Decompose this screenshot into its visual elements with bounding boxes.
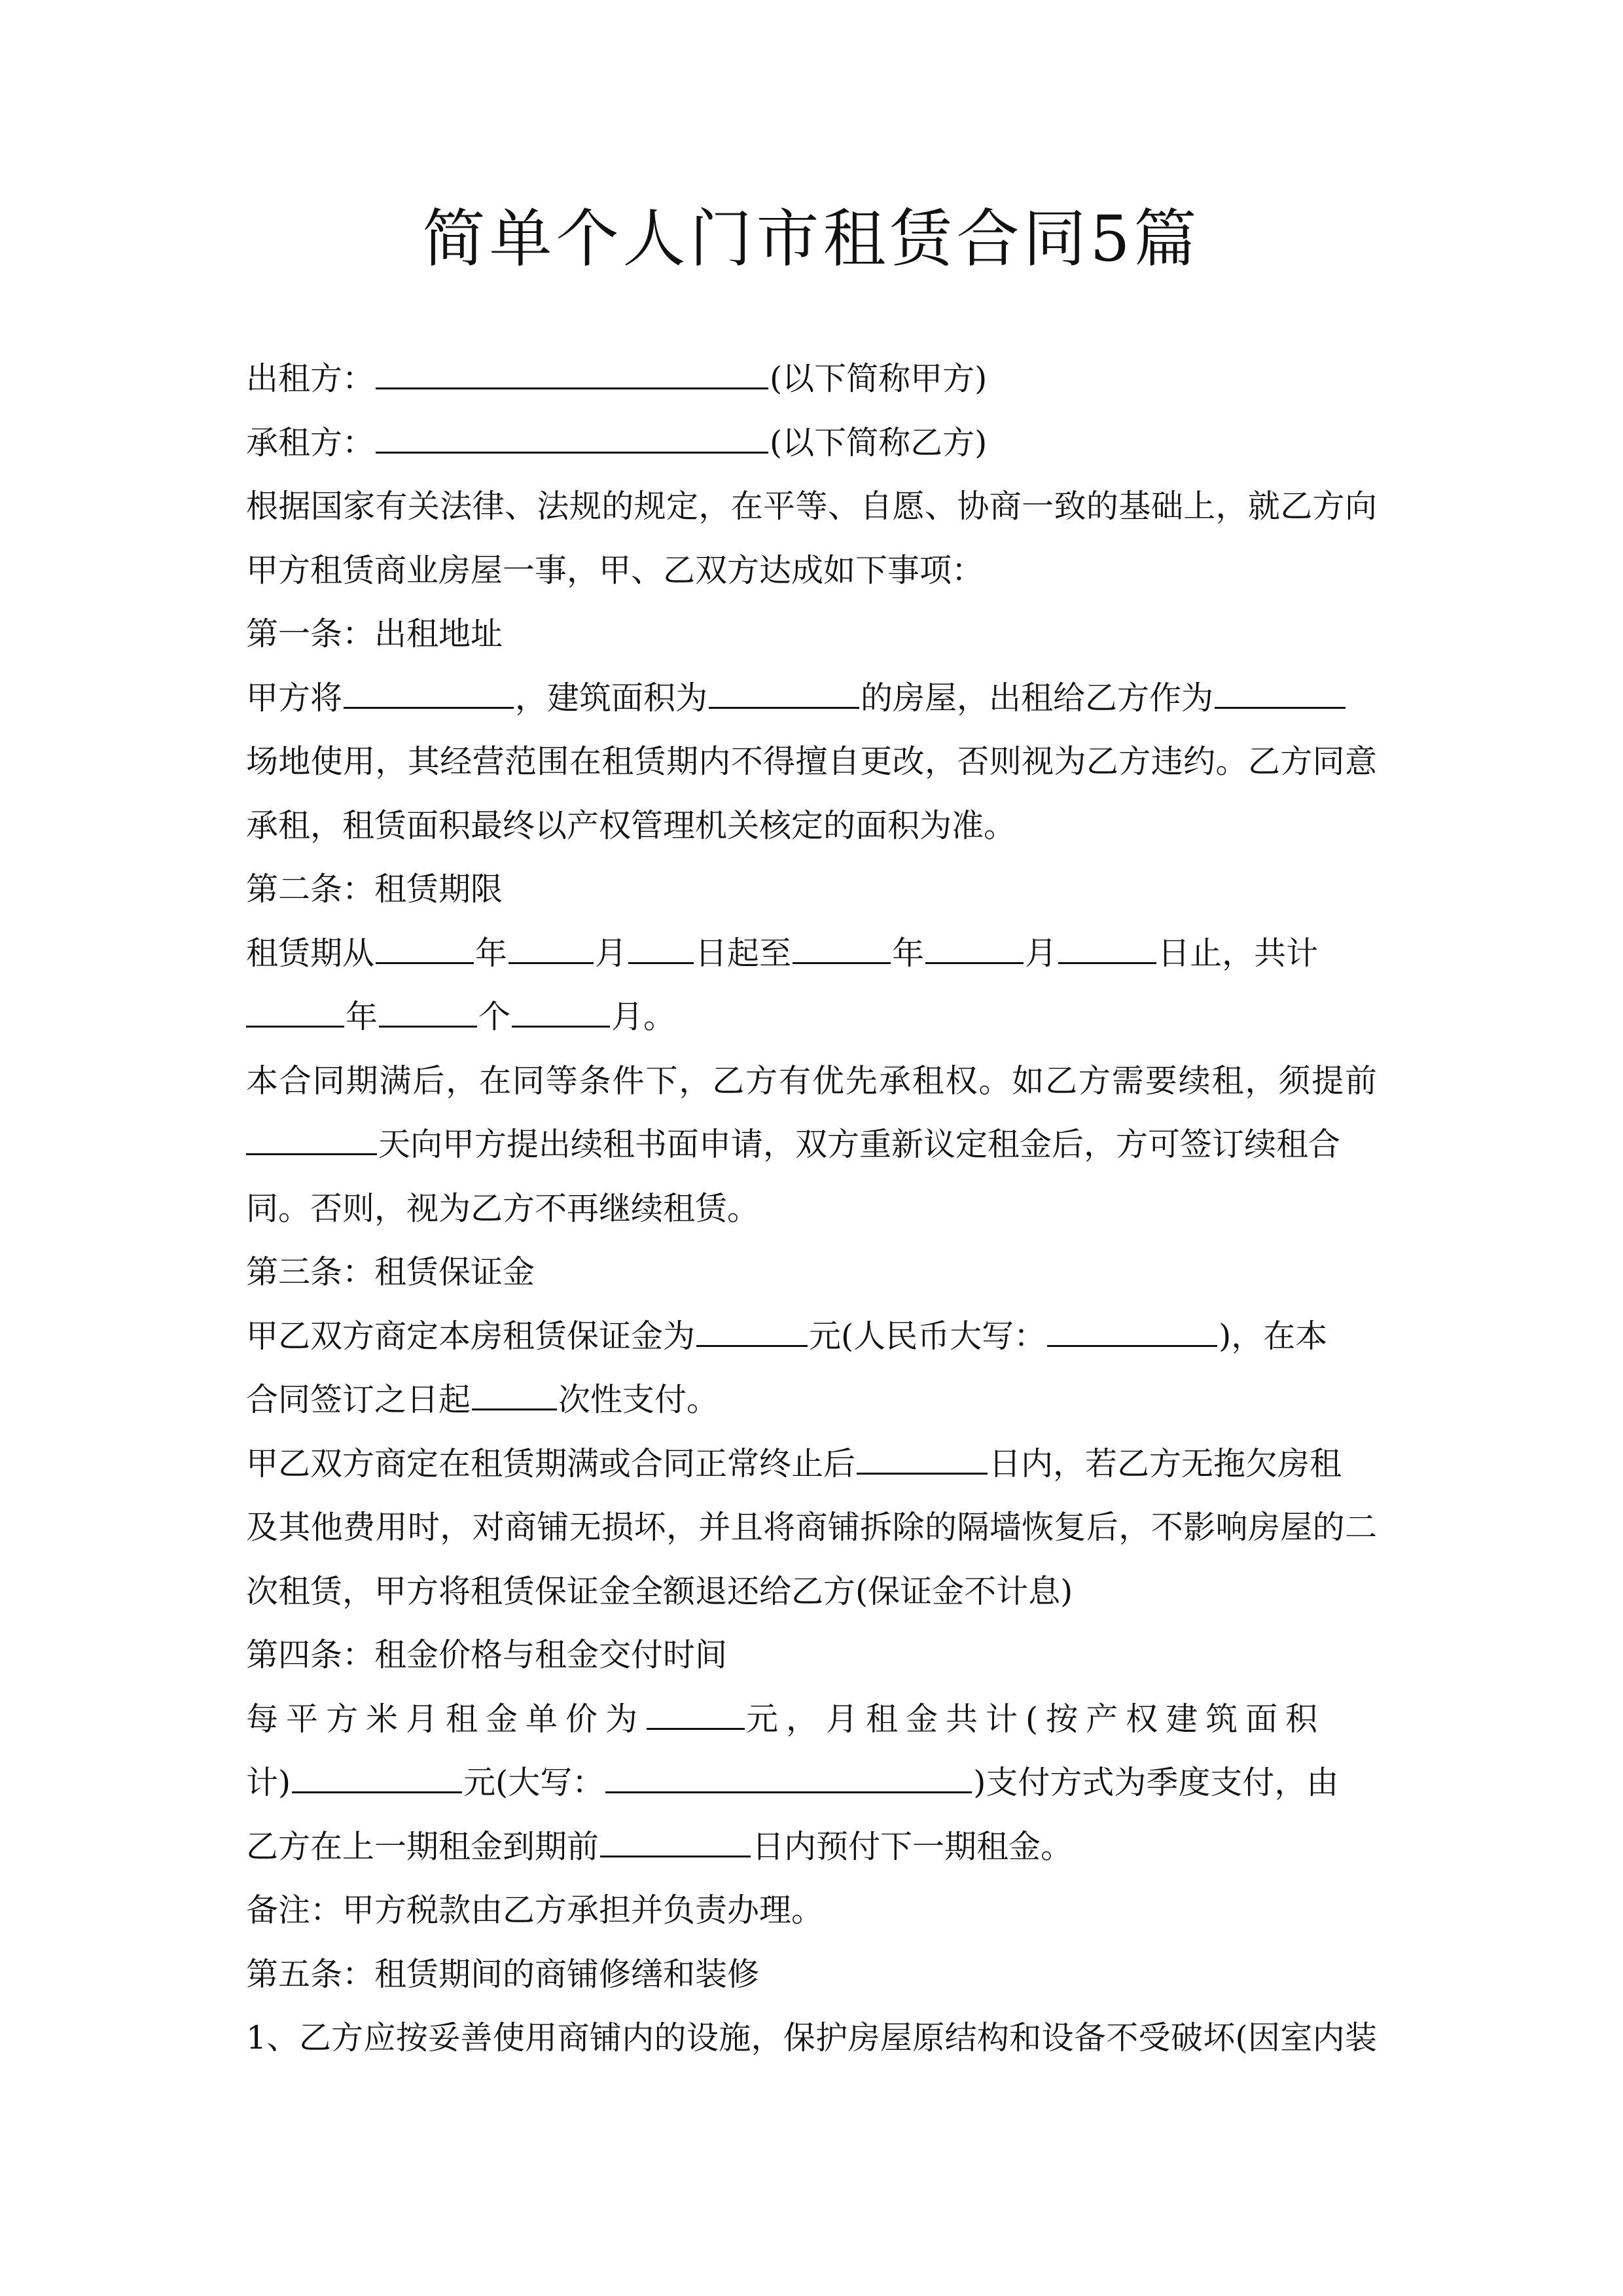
start-month-blank[interactable] <box>508 922 594 964</box>
contract-body <box>246 347 1377 2070</box>
lessee-line <box>246 411 1377 475</box>
lessee-name-blank[interactable] <box>376 411 768 454</box>
document-title: 简单个人门市租赁合同5篇 <box>422 202 1201 276</box>
end-year-blank[interactable] <box>793 922 891 964</box>
text-segment: 日内，若乙方无拖欠房租 <box>989 1444 1342 1482</box>
unit-price-blank[interactable] <box>647 1687 745 1730</box>
text-segment: 甲方将 <box>246 679 343 717</box>
text-segment: 甲乙双方商定本房租赁保证金为 <box>246 1317 696 1355</box>
end-day-blank[interactable] <box>1058 922 1156 964</box>
article-4-line-2 <box>246 1751 1377 1815</box>
article-1-line-3: 承租，租赁面积最终以产权管理机关核定的面积为准。 <box>246 806 1016 844</box>
lessor-name-blank[interactable] <box>376 347 768 389</box>
article-2-heading: 第二条：租赁期限 <box>246 870 503 908</box>
text-segment: 年 <box>892 934 925 972</box>
remarks-line: 备注：甲方税款由乙方承担并负责办理。 <box>246 1892 824 1929</box>
article-2-line-1 <box>246 922 1377 986</box>
start-day-blank[interactable] <box>628 922 694 964</box>
total-years-blank[interactable] <box>246 985 344 1028</box>
article-1-line-2: 场地使用，其经营范围在租赁期内不得擅自更改，否则视为乙方违约。乙方同意 <box>246 743 1377 780</box>
article-3-heading: 第三条：租赁保证金 <box>246 1253 535 1291</box>
start-year-blank[interactable] <box>376 922 474 964</box>
text-segment: 元(人民币大写： <box>809 1317 1046 1355</box>
prepay-days-blank[interactable] <box>600 1815 751 1857</box>
article-4-line-3 <box>246 1815 1377 1879</box>
lessee-alias: (以下简称乙方) <box>770 423 988 461</box>
text-segment: 年 <box>346 998 378 1035</box>
article-3-line-4: 及其他费用时，对商铺无损坏，并且将商铺拆除的隔墙恢复后，不影响房屋的二 <box>246 1509 1377 1546</box>
text-segment: )支付方式为季度支付，由 <box>973 1764 1339 1801</box>
text-segment: 日止，共计 <box>1158 934 1319 972</box>
text-segment: 元(大写： <box>463 1764 605 1801</box>
lessee-label: 承租方： <box>246 423 375 461</box>
property-address-blank[interactable] <box>344 666 514 709</box>
text-segment: 次性支付。 <box>558 1381 719 1418</box>
text-segment: )，在本 <box>1219 1317 1328 1355</box>
preamble-line-1: 根据国家有关法律、法规的规定，在平等、自愿、协商一致的基础上，就乙方向 <box>246 488 1377 525</box>
article-3-line-5: 次租赁，甲方将租赁保证金全额退还给乙方(保证金不计息) <box>246 1572 1073 1610</box>
text-segment: 日内预付下一期租金。 <box>752 1827 1073 1865</box>
text-segment: 的房屋，出租给乙方作为 <box>861 679 1214 717</box>
article-2-line-3: 本合同期满后，在同等条件下，乙方有优先承租权。如乙方需要续租，须提前 <box>246 1062 1377 1100</box>
text-segment: 乙方在上一期租金到期前 <box>246 1827 599 1865</box>
monthly-rent-blank[interactable] <box>292 1751 462 1793</box>
article-2-line-4 <box>246 1113 1377 1177</box>
article-5-heading: 第五条：租赁期间的商铺修缮和装修 <box>246 1955 760 1993</box>
deposit-amount-words-blank[interactable] <box>1047 1304 1217 1347</box>
usage-purpose-blank[interactable] <box>1215 666 1346 709</box>
text-segment: 月。 <box>611 998 676 1035</box>
text-segment: 甲乙双方商定在租赁期满或合同正常终止后 <box>246 1444 856 1482</box>
text-segment: 年 <box>475 934 508 972</box>
text-segment: 租赁期从 <box>246 934 375 972</box>
lessor-line <box>246 347 1377 411</box>
article-1-line-1 <box>246 666 1377 730</box>
total-extra-blank[interactable] <box>512 985 610 1028</box>
text-segment: 日起至 <box>695 934 792 972</box>
text-segment: 月 <box>595 934 628 972</box>
payment-times-blank[interactable] <box>472 1368 557 1410</box>
building-area-blank[interactable] <box>709 666 859 709</box>
text-segment: 元，月租金共计(按产权建筑面积 <box>746 1700 1326 1738</box>
text-segment: 天向甲方提出续租书面申请，双方重新议定租金后，方可签订续租合 <box>378 1126 1341 1163</box>
deposit-amount-blank[interactable] <box>696 1304 808 1347</box>
monthly-rent-words-blank[interactable] <box>605 1751 972 1793</box>
text-segment: 合同签订之日起 <box>246 1381 471 1418</box>
article-2-line-5: 同。否则，视为乙方不再继续租赁。 <box>246 1189 760 1227</box>
text-segment: 月 <box>1025 934 1058 972</box>
lessor-label: 出租方： <box>246 360 375 397</box>
renewal-notice-days-blank[interactable] <box>246 1113 377 1155</box>
text-segment: 每平方米月租金单价为 <box>246 1700 646 1738</box>
article-1-heading: 第一条：出租地址 <box>246 615 503 653</box>
lessor-alias: (以下简称甲方) <box>770 360 988 397</box>
article-3-line-1 <box>246 1304 1377 1369</box>
article-2-line-2 <box>246 985 1377 1049</box>
article-4-line-1 <box>246 1687 1377 1751</box>
text-segment: ，建筑面积为 <box>515 679 708 717</box>
article-3-line-2 <box>246 1368 1377 1432</box>
refund-days-blank[interactable] <box>857 1432 988 1475</box>
text-segment: 计) <box>246 1764 291 1801</box>
article-5-line-1: 1、乙方应按妥善使用商铺内的设施，保护房屋原结构和设备不受破坏(因室内装 <box>246 2019 1377 2056</box>
end-month-blank[interactable] <box>925 922 1024 964</box>
text-segment: 个 <box>478 998 511 1035</box>
preamble-line-2: 甲方租赁商业房屋一事，甲、乙双方达成如下事项： <box>246 551 984 589</box>
total-months-blank[interactable] <box>379 985 477 1028</box>
article-3-line-3 <box>246 1432 1377 1496</box>
article-4-heading: 第四条：租金价格与租金交付时间 <box>246 1636 728 1674</box>
